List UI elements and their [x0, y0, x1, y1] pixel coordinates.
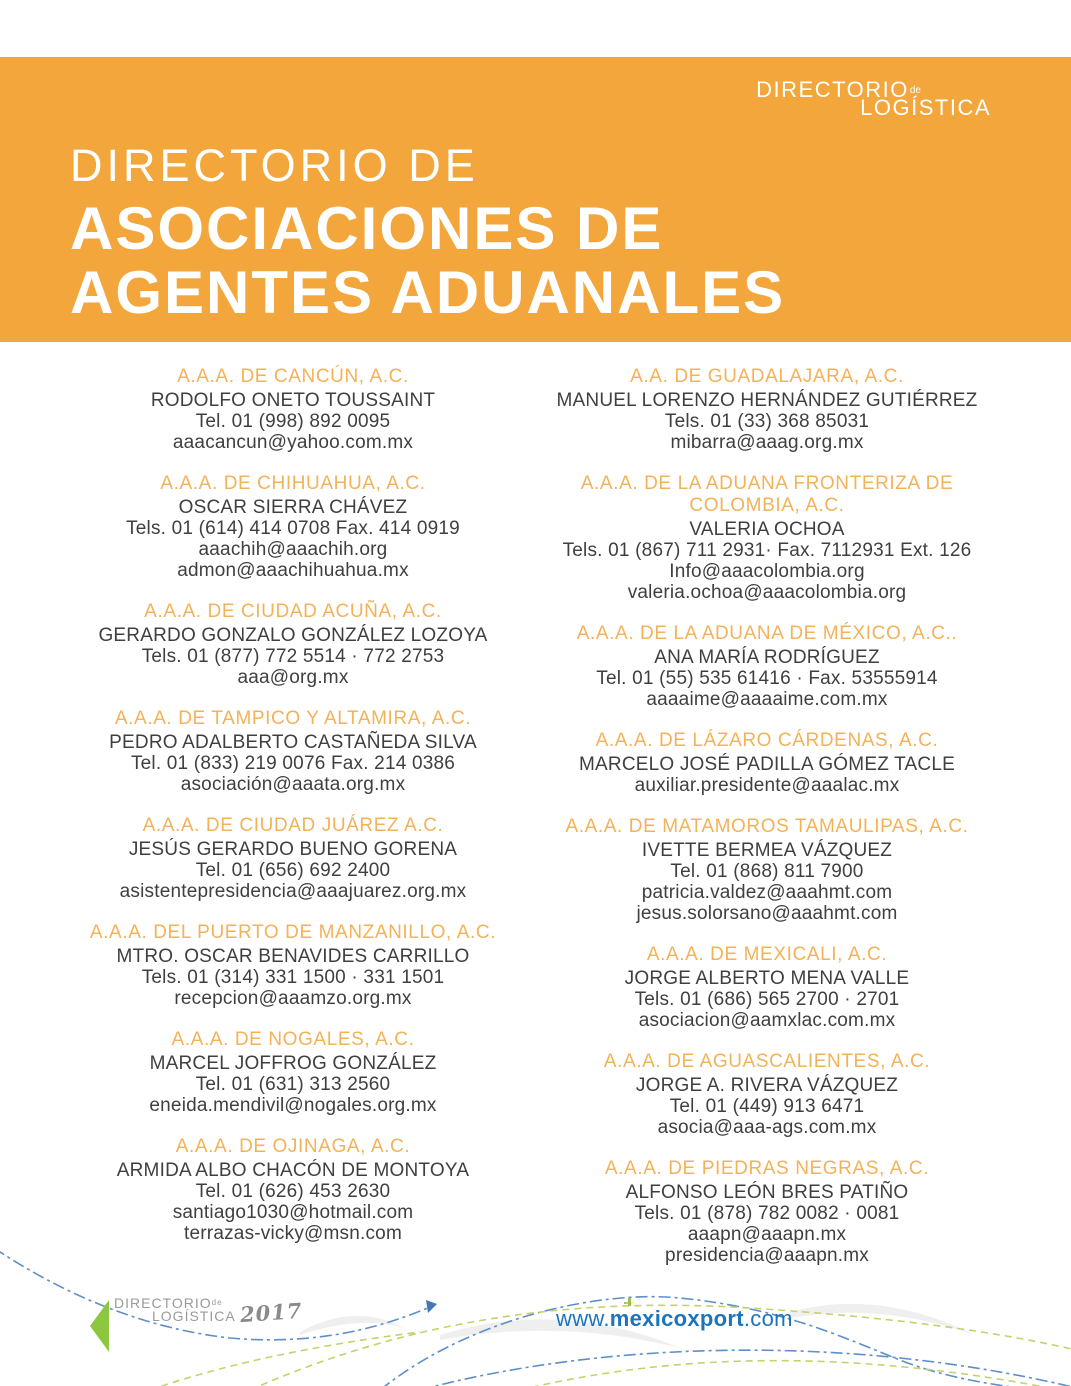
entry-phone: Tels. 01 (867) 711 2931· Fax. 7112931 Ext. 126 [562, 540, 972, 561]
directory-columns [63, 366, 997, 1286]
entry-contact-name: VALERIA OCHOA [689, 519, 845, 540]
entry-phone: Tels. 01 (878) 782 0082 · 0081 [634, 1203, 900, 1224]
association-name: A.A. DE GUADALAJARA, A.C. [630, 366, 904, 387]
entry-contact-name: IVETTE BERMEA VÁZQUEZ [641, 840, 893, 861]
entry-contact-name: ALFONSO LEÓN BRES PATIÑO [625, 1182, 909, 1203]
directory-entry [537, 816, 997, 924]
association-name: A.A.A. DE CHIHUAHUA, A.C. [160, 473, 426, 494]
green-triangle-icon [90, 1300, 109, 1352]
website-link[interactable] [556, 1306, 793, 1332]
entry-contact-name: RODOLFO ONETO TOUSSAINT [150, 390, 436, 411]
entry-email: aaachih@aaachih.org [198, 539, 388, 560]
entry-email: asistentepresidencia@aaajuarez.org.mx [119, 881, 467, 902]
brand-word-de: de [909, 85, 921, 96]
entry-email: Info@aaacolombia.org [669, 561, 865, 582]
directory-entry [63, 1136, 523, 1244]
directory-entry [63, 708, 523, 795]
header-banner [0, 57, 1071, 342]
entry-phone: Tels. 01 (686) 565 2700 · 2701 [634, 989, 900, 1010]
directory-entry [537, 1051, 997, 1138]
entry-phone: Tels. 01 (877) 772 5514 · 772 2753 [141, 646, 445, 667]
directory-entry [537, 623, 997, 710]
entry-phone: Tel. 01 (631) 313 2560 [195, 1074, 391, 1095]
directory-entry [63, 815, 523, 902]
entry-email: aaa@org.mx [237, 667, 349, 688]
directory-entry [537, 366, 997, 453]
entry-contact-name: PEDRO ADALBERTO CASTAÑEDA SILVA [109, 732, 477, 753]
directory-entry [537, 944, 997, 1031]
entry-email: aaapn@aaapn.mx [687, 1224, 847, 1245]
page-title [70, 141, 785, 325]
association-name: A.A.A. DE AGUASCALIENTES, A.C. [603, 1051, 931, 1072]
association-name: A.A.A. DE PIEDRAS NEGRAS, A.C. [604, 1158, 930, 1179]
entry-contact-name: OSCAR SIERRA CHÁVEZ [178, 497, 408, 518]
footer-year: 2017 [238, 1297, 303, 1328]
entry-contact-name: ANA MARÍA RODRÍGUEZ [654, 647, 880, 668]
entry-phone: Tel. 01 (868) 811 7900 [670, 861, 864, 882]
directory-entry [537, 730, 997, 796]
entry-phone: Tels. 01 (33) 368 85031 [664, 411, 870, 432]
association-name: A.A.A. DE TAMPICO Y ALTAMIRA, A.C. [114, 708, 472, 729]
entry-email: santiago1030@hotmail.com [172, 1202, 414, 1223]
entry-contact-name: JESÚS GERARDO BUENO GORENA [128, 839, 458, 860]
entry-phone: Tel. 01 (626) 453 2630 [195, 1181, 391, 1202]
page-title-line2: ASOCIACIONES DE [70, 195, 664, 262]
association-name: A.A.A. DE LA ADUANA DE MÉXICO, A.C.. [576, 623, 958, 644]
entry-phone: Tel. 01 (998) 892 0095 [195, 411, 391, 432]
directory-entry [63, 473, 523, 581]
entry-email: eneida.mendivil@nogales.org.mx [149, 1095, 437, 1116]
entry-email: auxiliar.presidente@aaalac.mx [634, 775, 900, 796]
entry-email: asociacion@aamxlac.com.mx [638, 1010, 896, 1031]
entry-contact-name: JORGE A. RIVERA VÁZQUEZ [635, 1075, 899, 1096]
entry-email: patricia.valdez@aaahmt.com [641, 882, 893, 903]
brand-logo [756, 79, 991, 119]
entry-contact-name: MARCELO JOSÉ PADILLA GÓMEZ TACLE [579, 754, 955, 775]
entry-phone: Tel. 01 (833) 219 0076 Fax. 214 0386 [130, 753, 456, 774]
association-name: A.A.A. DE CIUDAD ACUÑA, A.C. [144, 601, 442, 622]
footer-word-de: de [211, 1298, 223, 1307]
entry-phone: Tel. 01 (656) 692 2400 [195, 860, 391, 881]
website-domain: mexicoxport [609, 1306, 744, 1331]
entry-phone: Tels. 01 (614) 414 0708 Fax. 414 0919 [126, 518, 460, 539]
website-prefix: www. [556, 1306, 610, 1331]
entry-contact-name: ARMIDA ALBO CHACÓN DE MONTOYA [116, 1160, 470, 1181]
entry-phone: Tel. 01 (449) 913 6471 [669, 1096, 865, 1117]
brand-word-directorio: DIRECTORIO [756, 77, 909, 102]
directory-entry [63, 922, 523, 1009]
entry-email: aaaaime@aaaaime.com.mx [646, 689, 888, 710]
association-name: A.A.A. DE OJINAGA, A.C. [175, 1136, 411, 1157]
entry-email: terrazas-vicky@msn.com [184, 1223, 402, 1244]
entry-email: mibarra@aaag.org.mx [670, 432, 864, 453]
blue-arrowhead-icon [426, 1300, 437, 1313]
association-name: A.A.A. DE LÁZARO CÁRDENAS, A.C. [595, 730, 939, 751]
entry-contact-name: GERARDO GONZALO GONZÁLEZ LOZOYA [98, 625, 488, 646]
entry-phone: Tels. 01 (314) 331 1500 · 331 1501 [141, 967, 445, 988]
entry-email: admon@aaachihuahua.mx [177, 560, 409, 581]
entry-contact-name: MANUEL LORENZO HERNÁNDEZ GUTIÉRREZ [556, 390, 978, 411]
footer-word-logistica: LOGÍSTICA [152, 1308, 236, 1324]
website-suffix: .com [743, 1306, 793, 1331]
page-title-line1: DIRECTORIO DE [70, 140, 479, 191]
page-title-line3: AGENTES ADUANALES [70, 259, 786, 326]
entry-email: recepcion@aaamzo.org.mx [174, 988, 412, 1009]
association-name: A.A.A. DE MATAMOROS TAMAULIPAS, A.C. [565, 816, 969, 837]
entry-contact-name: MTRO. OSCAR BENAVIDES CARRILLO [116, 946, 470, 967]
directory-entry [537, 473, 997, 603]
directory-entry [63, 601, 523, 688]
association-name: A.A.A. DE MEXICALI, A.C. [646, 944, 888, 965]
brand-word-logistica: LOGÍSTICA [860, 95, 991, 120]
association-name: A.A.A. DE LA ADUANA FRONTERIZA DE COLOMBIA, A.C. [580, 473, 954, 516]
association-name: A.A.A. DE CANCÚN, A.C. [177, 366, 409, 387]
gray-swoosh-right [790, 1304, 975, 1335]
directory-entry [63, 1029, 523, 1116]
green-sparkle-icon [624, 1298, 635, 1306]
entry-phone: Tel. 01 (55) 535 61416 · Fax. 53555914 [596, 668, 938, 689]
entry-contact-name: MARCEL JOFFROG GONZÁLEZ [149, 1053, 437, 1074]
entry-email: asociación@aaata.org.mx [180, 774, 406, 795]
entry-email: valeria.ochoa@aaacolombia.org [627, 582, 907, 603]
entry-email: asocia@aaa-ags.com.mx [657, 1117, 877, 1138]
footer-word-directorio: DIRECTORIO [114, 1295, 212, 1311]
entry-email: presidencia@aaapn.mx [665, 1245, 869, 1266]
entry-email: aaacancun@yahoo.com.mx [172, 432, 414, 453]
curve-green-bottom [520, 1361, 1071, 1386]
entry-email: jesus.solorsano@aaahmt.com [636, 903, 898, 924]
association-name: A.A.A. DEL PUERTO DE MANZANILLO, A.C. [89, 922, 497, 943]
association-name: A.A.A. DE CIUDAD JUÁREZ A.C. [142, 815, 444, 836]
footer-logo [90, 1296, 302, 1352]
column-right [537, 366, 997, 1286]
footer-logo-text [114, 1295, 303, 1328]
directory-entry [63, 366, 523, 453]
association-name: A.A.A. DE NOGALES, A.C. [171, 1029, 415, 1050]
column-left [63, 366, 523, 1286]
entry-contact-name: JORGE ALBERTO MENA VALLE [624, 968, 910, 989]
